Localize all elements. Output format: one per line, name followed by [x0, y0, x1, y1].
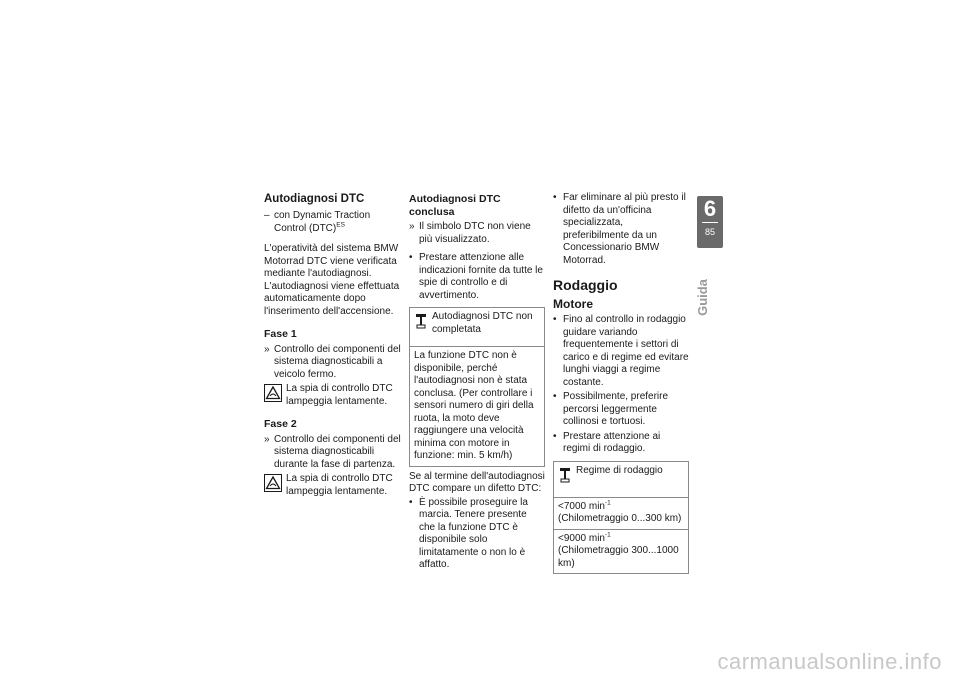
watermark: carmanualsonline.info: [717, 649, 942, 674]
phase1-title: Fase 1: [264, 328, 297, 340]
phase2-step: [264, 434, 404, 472]
step-marker: »: [264, 343, 270, 355]
column-2: [409, 192, 545, 574]
phase1-warning: [264, 383, 404, 408]
rodaggio-row-1-exp: -1: [604, 499, 611, 507]
phase2-warning-text: La spia di controllo DTC lampeggia lentamente.: [286, 473, 393, 497]
phase2-warning: [264, 473, 404, 498]
workshop-bullet: [553, 192, 689, 267]
chapter-label-text: Guida: [694, 279, 710, 316]
dash-marker: –: [264, 210, 270, 221]
rodaggio-row-1-km: (Chilometraggio 0...300 km): [558, 513, 682, 524]
continue-bullet-text: È possibile proseguire la marcia. Tenere presente che la funzione DTC è disponibile solo limitatamente o non lo è affatto.: [419, 496, 528, 570]
bullet-marker: •: [409, 252, 413, 263]
bullet-marker: •: [553, 192, 557, 203]
section-title-rodaggio: Rodaggio: [553, 277, 618, 293]
rodaggio-row-2-exp: -1: [604, 531, 611, 539]
equipment-code: ES: [336, 221, 345, 229]
equipment-note-text: con Dynamic Traction Control (DTC): [274, 210, 371, 234]
result-step-text: Il simbolo DTC non viene più visualizzato.: [419, 221, 531, 245]
rodaggio-row-2-km: (Chilometraggio 300...1000 km): [558, 545, 679, 569]
bullet-marker: •: [409, 496, 413, 508]
info-box-dtc-title: Autodiagnosi DTC non completata: [432, 311, 533, 335]
phase1-step-text: Controllo dei componenti del sistema diagnosticabili a veicolo fermo.: [274, 343, 401, 380]
column-3: [553, 192, 689, 578]
warning-triangle-icon: [264, 384, 282, 402]
workshop-bullet-text: Far eliminare al più presto il difetto da un'officina specializzata, preferibilmente da un Concessionario BMW Motorrad.: [563, 192, 686, 266]
chapter-label: [694, 268, 714, 328]
phase1-step: [264, 344, 404, 382]
continue-bullet: [409, 497, 545, 572]
attention-bullet: [409, 252, 545, 302]
intro-paragraph: L'operatività del sistema BMW Motorrad DTC viene verificata mediante l'autodiagnosi. L'autodiagnosi viene effettuata automaticamente dopo l'inserimento dell'accensione.: [264, 243, 400, 317]
step-marker: »: [409, 221, 415, 232]
chapter-number: 6: [703, 196, 717, 221]
section-title-autodiagnosi-conclusa: Autodiagnosi DTC conclusa: [409, 193, 501, 218]
info-box-dtc-body: La funzione DTC non è disponibile, perché l'autodiagnosi non è stata conclusa. (Per controllare i sensori numero di giri della ruota, la moto deve raggiungere una velocità minima con motore in funzione: min. 5 km/h): [410, 346, 544, 466]
phase2-step-text: Controllo dei componenti del sistema diagnosticabili durante la fase di partenza.: [274, 433, 401, 470]
info-box-dtc: [409, 307, 545, 467]
subsection-title-motore: Motore: [553, 297, 593, 311]
rodaggio-bullet-text: Possibilmente, preferire percorsi leggermente collinosi e tortuosi.: [563, 391, 669, 427]
bullet-marker: •: [553, 314, 557, 325]
wrench-tool-icon: [415, 313, 427, 329]
attention-bullet-text: Prestare attenzione alle indicazioni fornite da tutte le spie di controllo e di avvertimento.: [419, 252, 543, 301]
warning-triangle-icon: [264, 474, 282, 492]
rodaggio-bullet-text: Prestare attenzione ai regimi di rodaggio.: [563, 430, 661, 454]
phase2-title: Fase 2: [264, 418, 297, 430]
info-box-rodaggio-head: [554, 462, 688, 497]
rodaggio-bullet: [553, 431, 689, 456]
rodaggio-row-1: [554, 497, 688, 529]
wrench-tool-icon: [559, 467, 571, 483]
bullet-marker: •: [553, 391, 557, 402]
equipment-note: [264, 210, 404, 235]
info-box-rodaggio-title: Regime di rodaggio: [576, 464, 663, 476]
info-box-rodaggio: [553, 461, 689, 575]
page-number: 85: [704, 227, 715, 237]
rodaggio-bullet: [553, 314, 689, 389]
after-box-paragraph: Se al termine dell'autodiagnosi DTC compare un difetto DTC:: [409, 470, 545, 494]
rodaggio-bullet-text: Fino al controllo in rodaggio guidare variando frequentemente i settori di carico e di regime ed evitare lunghi viaggi a regime costante.: [563, 314, 689, 388]
rodaggio-row-1-rpm: <7000 min: [558, 500, 605, 512]
result-step: [409, 221, 545, 246]
rodaggio-row-2-rpm: <9000 min: [558, 532, 605, 544]
phase1-warning-text: La spia di controllo DTC lampeggia lentamente.: [286, 383, 393, 407]
info-box-dtc-head: [410, 308, 544, 346]
column-1: [264, 192, 404, 502]
step-marker: »: [264, 433, 270, 445]
bullet-marker: •: [553, 430, 557, 442]
rodaggio-bullet: [553, 391, 689, 429]
rodaggio-row-2: [554, 529, 688, 574]
section-title-autodiagnosi: Autodiagnosi DTC: [264, 193, 365, 205]
chapter-tab: [697, 196, 723, 248]
